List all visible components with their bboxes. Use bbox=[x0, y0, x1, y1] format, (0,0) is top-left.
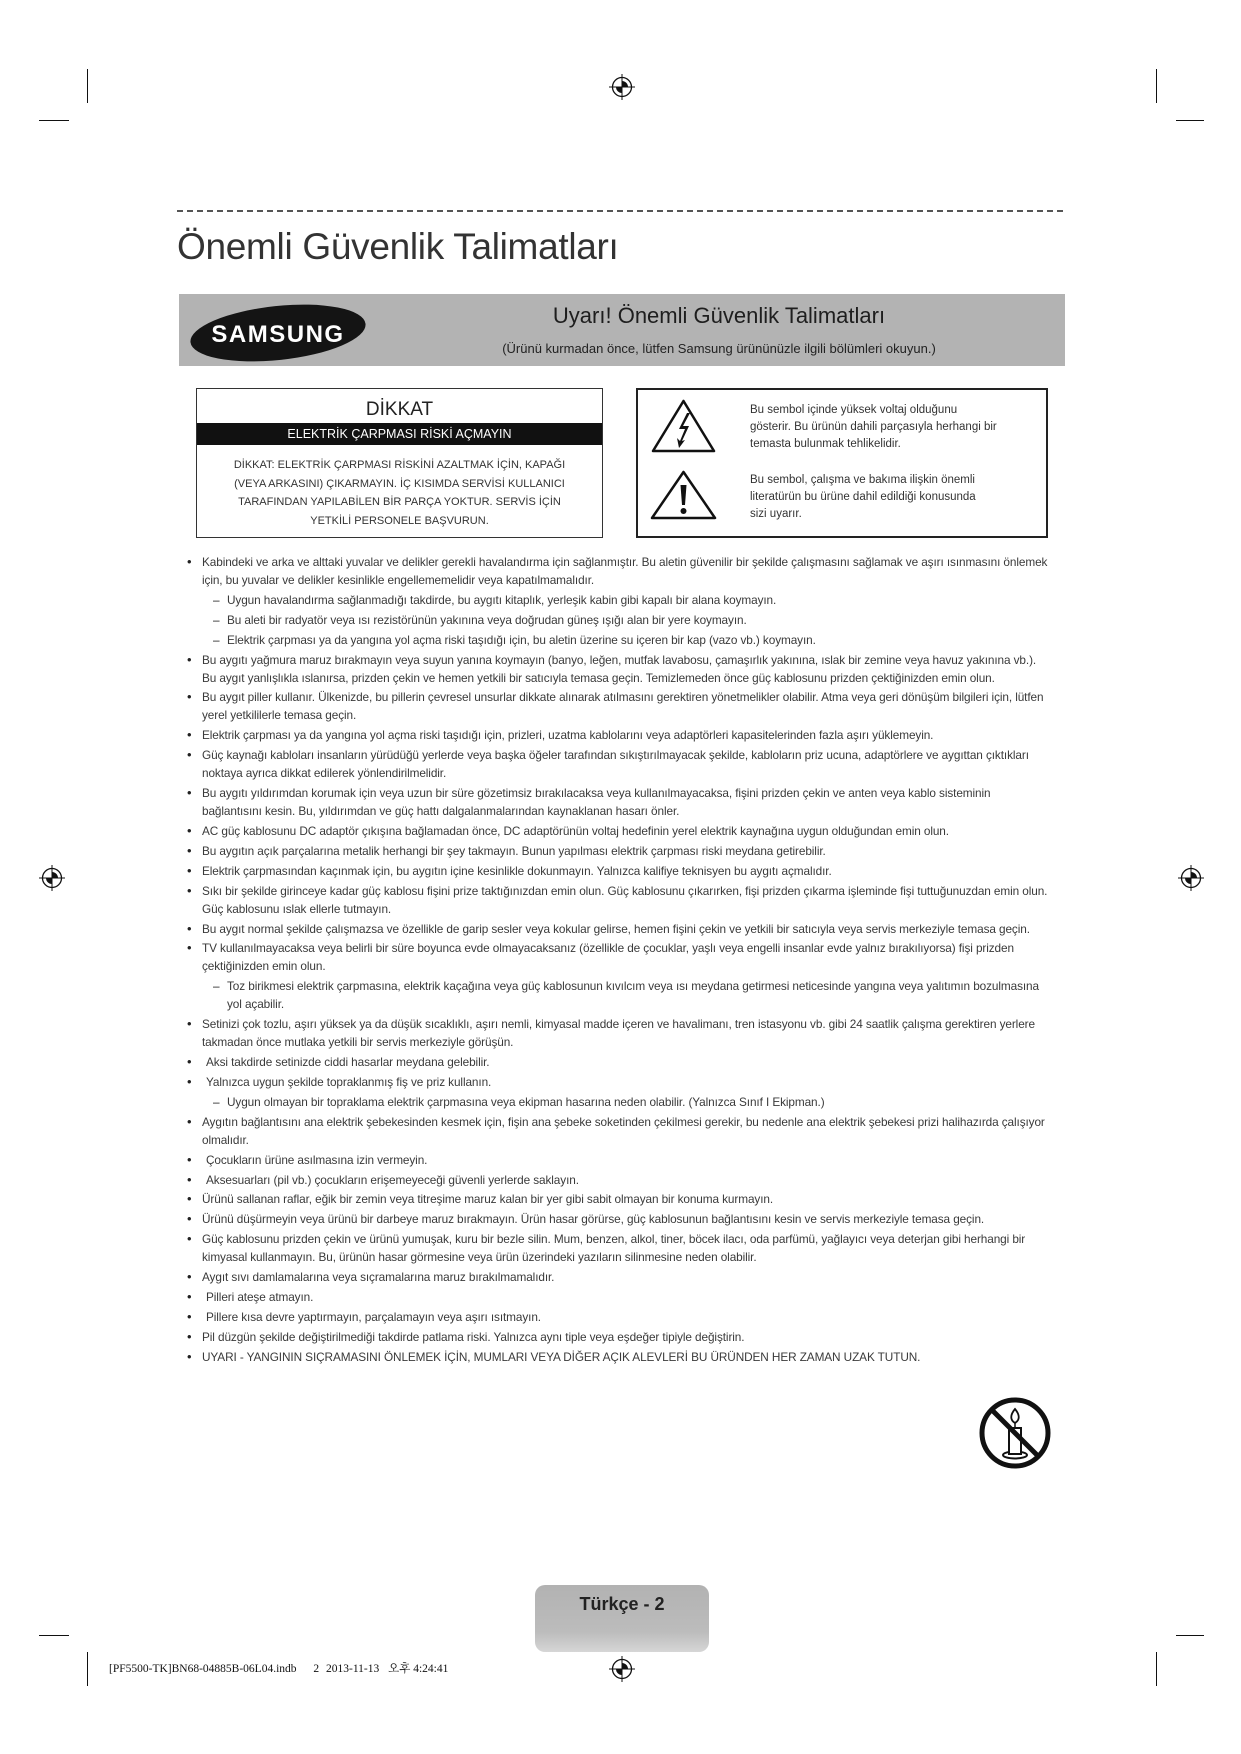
list-item-text: Ürünü düşürmeyin veya ürünü bir darbeye maruz bırakmayın. Ürün hasar görürse, güç kablosunun bağlantısını kesin ve servis merkeziyle temasa geçin. bbox=[202, 1212, 985, 1227]
sub-list-item: – Uygun olmayan bir topraklama elektrik çarpmasına veya ekipman hasarına neden olabilir. (Yalnızca Sınıf I Ekipman.) bbox=[202, 1093, 1053, 1111]
page-title: Önemli Güvenlik Talimatları bbox=[177, 226, 619, 267]
sub-list bbox=[202, 1093, 1053, 1111]
slug-page: 2 bbox=[313, 1663, 320, 1675]
registration-mark-icon bbox=[608, 73, 636, 101]
page-number-label: Türkçe - 2 bbox=[579, 1594, 665, 1614]
caution-line: (VEYA ARKASINI) ÇIKARMAYIN. İÇ KISIMDA SERVİSİ KULLANICI bbox=[234, 477, 565, 490]
caution-box bbox=[196, 388, 603, 538]
slug-file: [PF5500-TK]BN68-04885B-06L04.indb bbox=[109, 1663, 297, 1675]
sub-list bbox=[202, 591, 1053, 649]
attention-symbol-text bbox=[750, 472, 976, 523]
slug-date: 2013-11-13 bbox=[326, 1663, 380, 1675]
list-item bbox=[187, 882, 1053, 918]
list-item bbox=[187, 842, 1053, 860]
list-item-text: Pilleri ateşe atmayın. bbox=[206, 1290, 314, 1305]
list-item bbox=[187, 1113, 1053, 1149]
list-item bbox=[187, 939, 1053, 1013]
list-item-text: Kabindeki ve arka ve alttaki yuvalar ve delikler gerekli havalandırma için sağlanmıştır. Bu aletin güvenilir bir şekilde çalışmasını sağlamak ve aşırı ısınmasını önlemek için, bu yuvalar ve delikler kesinlikle engellememelidir veya kapatılmamalıdır. bbox=[202, 555, 1048, 587]
list-item-text: UYARI - YANGININ SIÇRAMASINI ÖNLEMEK İÇİN, MUMLARI VEYA DİĞER AÇIK ALEVLERİ BU ÜRÜNDEN HER ZAMAN UZAK TUTUN. bbox=[202, 1349, 921, 1364]
list-item-text: Pil düzgün şekilde değiştirilmediği takdirde patlama riski. Yalnızca aynı tiple veya eşdeğer tipiyle değiştirin. bbox=[202, 1329, 745, 1344]
crop-mark bbox=[87, 1652, 88, 1686]
crop-mark bbox=[1156, 1652, 1157, 1686]
svg-text:SAMSUNG: SAMSUNG bbox=[211, 321, 345, 348]
list-item-text: Ürünü sallanan raflar, eğik bir zemin veya titreşime maruz kalan bir yer gibi sabit olmayan bir konuma kurmayın. bbox=[202, 1192, 774, 1207]
list-item-text: Aksi takdirde setinizde ciddi hasarlar meydana gelebilir. bbox=[206, 1055, 490, 1070]
crop-mark bbox=[1176, 120, 1204, 121]
list-item-text: Setinizi çok tozlu, aşırı yüksek ya da düşük sıcaklıklı, aşırı nemli, kimyasal madde içeren ve havalimanı, tren istasyonu vb. gibi 24 saatlik çalışma gerektiren yerlere takmadan önce mutlaka yetkili bir servis merkeziyle görüşün. bbox=[202, 1017, 1035, 1050]
list-item bbox=[187, 1073, 1053, 1111]
list-item bbox=[187, 553, 1053, 649]
sub-list-item: – Uygun havalandırma sağlanmadığı takdirde, bu aygıtı kitaplık, yerleşik kabin gibi kapalı bir alana koymayın. bbox=[202, 591, 1053, 609]
list-item-text: Yalnızca uygun şekilde topraklanmış fiş ve priz kullanın. bbox=[206, 1075, 492, 1090]
list-item bbox=[187, 1328, 1053, 1346]
list-item-text: Elektrik çarpması ya da yangına yol açma riski taşıdığı için, prizleri, uzatma kablolarını veya adaptörleri kapasitelerinden fazla aşırı yüklemeyin. bbox=[202, 728, 934, 743]
crop-mark bbox=[1176, 1635, 1204, 1636]
dashed-rule bbox=[177, 210, 1066, 212]
list-item-text: Aygıt sıvı damlamalarına veya sıçramalarına maruz bırakılmamalıdır. bbox=[202, 1270, 555, 1285]
list-item-text: Çocukların ürüne asılmasına izin vermeyin. bbox=[206, 1152, 428, 1167]
symbol-text-line: sizi uyarır. bbox=[750, 508, 802, 520]
registration-mark-icon bbox=[608, 1655, 636, 1683]
voltage-symbol-text bbox=[750, 402, 997, 453]
list-item bbox=[187, 784, 1053, 820]
registration-mark-icon bbox=[38, 864, 66, 892]
symbol-text-line: temasta bulunmak tehlikelidir. bbox=[750, 438, 901, 450]
no-candle-icon bbox=[977, 1395, 1053, 1471]
list-item-text: Bu aygıtı yağmura maruz bırakmayın veya suyun yanına koymayın (banyo, leğen, mutfak lavabosu, çamaşırlık yakınına, ıslak bir zemine veya havuz yakınına vb.). Bu aygıt yanlışlıkla ıslanırsa, prizden çekin ve hemen yetkili bir satıcıyla temasa geçin. Temizlemeden önce güç kablosunu prizden çektiğinizden emin olun. bbox=[202, 652, 1037, 685]
list-item-text: Bu aygıt piller kullanır. Ülkenizde, bu pillerin çevresel unsurlar dikkate alınarak atılmasını gerektiren yönetmelikler olabilir. Atma veya geri dönüşüm bilgileri için, lütfen yerel yetkililerle temasa geçin. bbox=[202, 690, 1044, 723]
crop-mark bbox=[39, 120, 69, 121]
list-item bbox=[187, 1210, 1053, 1228]
list-item bbox=[187, 1288, 1053, 1306]
list-item bbox=[187, 1230, 1053, 1266]
crop-mark bbox=[87, 69, 88, 103]
list-item-text: Bu aygıtın açık parçalarına metalik herhangi bir şey takmayın. Bunun yapılması elektrik çarpması riski meydana getirebilir. bbox=[202, 843, 826, 858]
caution-line: TARAFINDAN YAPILABİLEN BİR PARÇA YOKTUR. SERVİS İÇİN bbox=[238, 496, 561, 509]
slug-time: 오후 4:24:41 bbox=[388, 1663, 449, 1675]
list-item bbox=[187, 726, 1053, 744]
caution-title: DİKKAT bbox=[365, 399, 434, 420]
list-item bbox=[187, 1308, 1053, 1326]
list-item-text: Pillere kısa devre yaptırmayın, parçalamayın veya aşırı ısıtmayın. bbox=[206, 1309, 541, 1324]
list-item bbox=[187, 1151, 1053, 1169]
crop-mark bbox=[1156, 69, 1157, 103]
caution-line: YETKİLİ PERSONELE BAŞVURUN. bbox=[310, 514, 489, 527]
list-item bbox=[187, 746, 1053, 782]
list-item bbox=[187, 651, 1053, 687]
list-item-text: AC güç kablosunu DC adaptör çıkışına bağlamadan önce, DC adaptörünün voltaj hedefinin yerel elektrik kaynağına uygun olduğundan emin olun. bbox=[202, 824, 949, 839]
sub-list-item: – Elektrik çarpması ya da yangına yol açma riski taşıdığı için, bu aletin üzerine su içeren bir kap (vazo vb.) koymayın. bbox=[202, 631, 1053, 649]
list-item-text: Elektrik çarpmasından kaçınmak için, bu aygıtın içine kesinlikle dokunmayın. Yalnızca kalifiye teknisyen bu aygıtı açmalıdır. bbox=[202, 863, 832, 878]
registration-mark-icon bbox=[1177, 864, 1205, 892]
symbol-text-line: Bu sembol, çalışma ve bakıma ilişkin önemli bbox=[750, 474, 975, 486]
list-item bbox=[187, 1053, 1053, 1071]
caution-bar: ELEKTRİK ÇARPMASI RİSKİ AÇMAYIN bbox=[197, 423, 602, 445]
list-item bbox=[187, 862, 1053, 880]
list-item bbox=[187, 688, 1053, 724]
list-item-text: Bu aygıtı yıldırımdan korumak için veya uzun bir süre gözetimsiz bırakılacaksa veya kullanılmayacaksa, fişini prizden çekin ve anten veya kablo sisteminin bağlantısını kesin. Bu, yıldırımdan ve güç hattı dalgalanmalarından kaynaklanan hasarı önler. bbox=[202, 786, 991, 819]
printer-slug bbox=[109, 1661, 448, 1677]
list-item-text: Güç kaynağı kabloları insanların yürüdüğü yerlerde veya başka öğeler tarafından sıkıştırılmayacak şekilde, kabloların priz ucuna, adaptörlere ve aygıttan çıktıkları noktaya ayrıca dikkat edilerek yönlendirilmelidir. bbox=[202, 748, 1029, 781]
symbols-box bbox=[636, 388, 1048, 538]
list-item-text: TV kullanılmayacaksa veya belirli bir süre boyunca evde olmayacaksanız (özellikle de çocuklar, yaşlı veya engelli insanlar evde yalnız bırakılıyorsa) fişi prizden çektiğinizden emin olun. bbox=[202, 941, 1014, 974]
banner-heading: Uyarı! Önemli Güvenlik Talimatları bbox=[552, 303, 886, 328]
exclamation-warning-icon bbox=[650, 470, 717, 520]
warning-banner bbox=[179, 294, 1065, 366]
crop-mark bbox=[39, 1635, 69, 1636]
samsung-logo bbox=[188, 302, 368, 364]
list-item-text: Aksesuarları (pil vb.) çocukların erişemeyeceği güvenli yerlerde saklayın. bbox=[206, 1172, 579, 1187]
list-item bbox=[187, 1190, 1053, 1208]
list-item bbox=[187, 1348, 967, 1366]
list-item-text: Bu aygıt normal şekilde çalışmazsa ve özellikle de garip sesler veya kokular gelirse, hemen fişini çekin ve yetkili bir satıcıyla veya servis merkeziyle temasa geçin. bbox=[202, 921, 1030, 936]
sub-list bbox=[202, 977, 1053, 1013]
list-item bbox=[187, 1268, 1053, 1286]
caution-line: DİKKAT: ELEKTRİK ÇARPMASI RİSKİNİ AZALTMAK İÇİN, KAPAĞI bbox=[233, 459, 566, 471]
list-item-text: Sıkı bir şekilde girinceye kadar güç kablosu fişini prize taktığınızdan emin olun. Güç kablosunu çıkarırken, fişi prizden çıkarma işleminde fişi tuttuğunuzdan emin olun. Güç kablosunu ıslak ellerle tutmayın. bbox=[202, 883, 1048, 916]
safety-instructions-list bbox=[187, 553, 1053, 1368]
banner-subheading: (Ürünü kurmadan önce, lütfen Samsung ürününüzle ilgili bölümleri okuyun.) bbox=[502, 341, 936, 356]
list-item-text: Güç kablosunu prizden çekin ve ürünü yumuşak, kuru bir bezle silin. Mum, benzen, alkol, tiner, böcek ilacı, oda parfümü, yağlayıcı veya deterjan gibi herhangi bir kimyasal kullanmayın. Bu, ürünün hasar görmesine veya ürün üzerindeki yazıların silinmesine neden olabilir. bbox=[202, 1232, 1026, 1265]
list-item-text: Aygıtın bağlantısını ana elektrik şebekesinden kesmek için, fişin ana şebeke soketinden çekilmesi gerekir, bu nedenle ana elektrik şebekesi prizi halihazırda çalışıyor olmalıdır. bbox=[202, 1114, 1045, 1147]
symbol-text-line: literatürün bu ürüne dahil edildiği konusunda bbox=[750, 491, 976, 503]
caution-body bbox=[197, 456, 602, 530]
sub-list-item: – Bu aleti bir radyatör veya ısı rezistörünün yakınına veya doğrudan güneş ışığı alan bir yere koymayın. bbox=[202, 611, 1053, 629]
sub-list-item: – Toz birikmesi elektrik çarpmasına, elektrik kaçağına veya güç kablosunun kıvılcım veya ısı meydana getirmesi neticesinde yangına veya yalıtımın bozulmasına yol açabilir. bbox=[202, 977, 1053, 1013]
page-number-tab bbox=[535, 1585, 709, 1652]
list-item bbox=[187, 822, 1053, 840]
symbol-text-line: Bu sembol içinde yüksek voltaj olduğunu bbox=[750, 404, 958, 416]
list-item bbox=[187, 1171, 1053, 1189]
list-item bbox=[187, 920, 1053, 938]
symbol-text-line: gösterir. Bu ürünün dahili parçasıyla herhangi bir bbox=[750, 421, 997, 433]
list-item bbox=[187, 1015, 1053, 1051]
high-voltage-warning-icon bbox=[650, 398, 717, 454]
